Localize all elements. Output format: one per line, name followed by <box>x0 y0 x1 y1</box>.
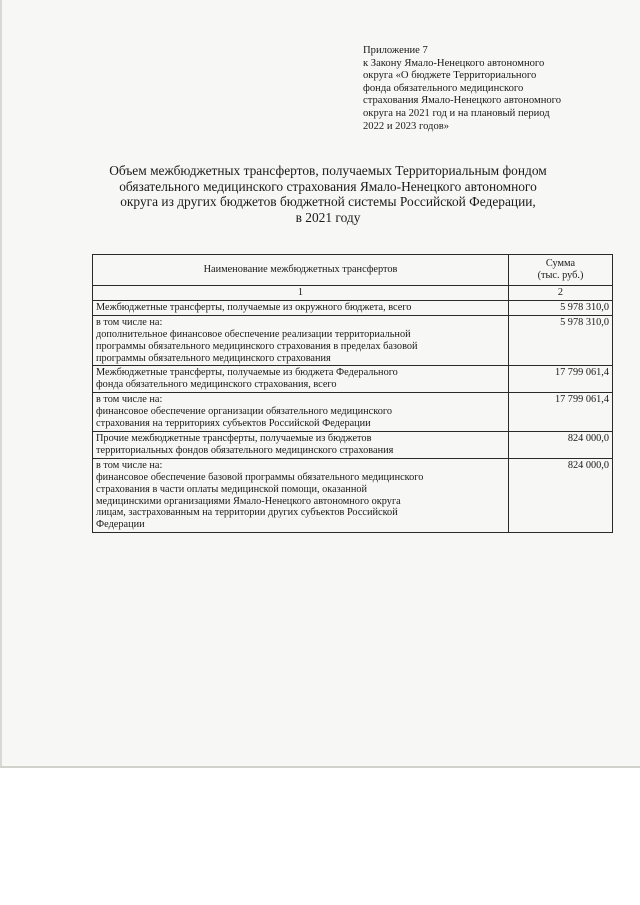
header-sum-label: Сумма <box>545 258 576 270</box>
column-number-row <box>93 286 613 301</box>
row-text-line: лицам, застрахованным на территории других субъектов Российской <box>96 507 398 519</box>
header-sum-unit: (тыс. руб.) <box>537 270 584 281</box>
row-text-line: Федерации <box>96 519 145 531</box>
row-text-line: дополнительное финансовое обеспечение реализации территориальной <box>96 328 411 340</box>
appendix-header <box>363 45 613 133</box>
table-row <box>93 431 613 458</box>
row-description <box>93 315 509 366</box>
document-title <box>98 163 558 225</box>
row-text-line: финансовое обеспечение базовой программы обязательного медицинского <box>96 471 424 483</box>
row-text-line: фонда обязательного медицинского страхования, всего <box>96 379 337 391</box>
row-amount: 5 978 310,0 <box>509 315 613 366</box>
appendix-line: 2022 и 2023 годов» <box>363 120 450 132</box>
row-text-line: программы обязательного медицинского страхования <box>96 352 331 364</box>
table-header-row <box>93 255 613 286</box>
header-sum-cell <box>509 255 613 286</box>
title-line: в 2021 году <box>295 209 361 225</box>
row-description <box>93 431 509 458</box>
appendix-line: округа «О бюджете Территориального <box>363 70 537 82</box>
row-text-line: в том числе на: <box>96 459 163 471</box>
row-text-line: в том числе на: <box>96 394 163 406</box>
appendix-line: страхования Ямало-Ненецкого автономного <box>363 95 562 107</box>
column-number: 1 <box>93 286 509 301</box>
title-line: Объем межбюджетных трансфертов, получаемых Территориальным фондом <box>109 163 547 178</box>
row-amount: 17 799 061,4 <box>509 393 613 432</box>
row-text-line: программы обязательного медицинского страхования в пределах базовой <box>96 340 418 352</box>
title-line: округа из других бюджетов бюджетной системы Российской Федерации, <box>120 194 536 209</box>
table-row <box>93 315 613 366</box>
row-text-line: территориальных фондов обязательного медицинского страхования <box>96 444 394 456</box>
row-description <box>93 366 509 393</box>
row-amount: 824 000,0 <box>509 431 613 458</box>
row-amount: 824 000,0 <box>509 458 613 532</box>
row-text-line: медицинскими организациями Ямало-Ненецкого автономного округа <box>96 495 401 507</box>
appendix-line: к Закону Ямало-Ненецкого автономного <box>363 57 545 69</box>
row-text-line: страхования на территориях субъектов Российской Федерации <box>96 418 371 430</box>
row-text-line: Прочие межбюджетные трансферты, получаемые из бюджетов <box>96 432 372 444</box>
row-description <box>93 393 509 432</box>
table-row <box>93 366 613 393</box>
row-text-line: финансовое обеспечение организации обязательного медицинского <box>96 406 392 418</box>
appendix-line: Приложение 7 <box>363 45 428 56</box>
row-amount: 17 799 061,4 <box>509 366 613 393</box>
header-name-cell: Наименование межбюджетных трансфертов <box>93 255 509 286</box>
row-text-line: Межбюджетные трансферты, получаемые из бюджета Федерального <box>96 367 398 379</box>
row-description <box>93 458 509 532</box>
scan-edge-line <box>0 766 640 768</box>
table-row <box>93 300 613 315</box>
table-row <box>93 393 613 432</box>
appendix-line: фонда обязательного медицинского <box>363 82 524 94</box>
row-text-line: страхования в части оплаты медицинской помощи, оказанной <box>96 483 367 495</box>
column-number: 2 <box>509 286 613 301</box>
table-row <box>93 458 613 532</box>
row-text-line: Межбюджетные трансферты, получаемые из окружного бюджета, всего <box>96 301 412 313</box>
title-line: обязательного медицинского страхования Ямало-Ненецкого автономного <box>119 178 537 194</box>
appendix-line: округа на 2021 год и на плановый период <box>363 107 550 119</box>
row-description <box>93 300 509 315</box>
transfers-table <box>92 254 613 533</box>
row-amount: 5 978 310,0 <box>509 300 613 315</box>
row-text-line: в том числе на: <box>96 316 163 328</box>
